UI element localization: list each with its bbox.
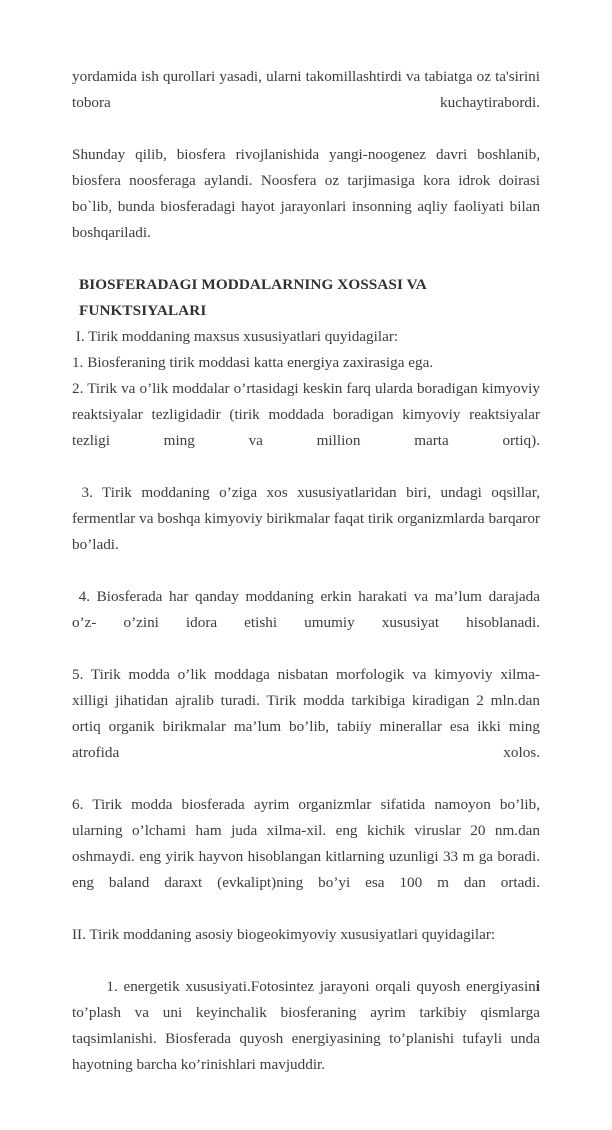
paragraph-text-before-bold: 1. energetik xususiyati.Fotosintez jarayoni orqali quyosh energiyasin	[106, 978, 536, 995]
paragraph-intro-continuation: yordamida ish qurollari yasadi, ularni takomillashtirdi va tabiatga oz ta'sirini tobora kuchaytirabordi.	[72, 68, 544, 111]
paragraph-item-5-morphological-diversity: 5. Tirik modda o’lik moddaga nisbatan morfologik va kimyoviy xilma-xilligi jihatidan ajralib turadi. Tirik modda tarkibiga kiradigan 2 mln.dan ortiq organik birikmalar ma’lum bo’lib, tabiiy minerallar esa ikki ming atrofida xolos.	[72, 666, 544, 761]
paragraph-item-3-proteins-enzymes: 3. Tirik moddaning o’ziga xos xususiyatlaridan biri, undagi oqsillar, fermentlar va boshqa kimyoviy birikmalar faqat tirik organizmlarda barqaror bo’ladi.	[72, 484, 544, 553]
paragraph-list-intro-roman-two: II. Tirik moddaning asosiy biogeokimyoviy xususiyatlari quyidagilar:	[72, 926, 496, 943]
paragraph-text-after-bold: to’plash va uni keyinchalik biosferaning ayrim tarkibiy qismlarga taqsimlanishi. Biosferada quyosh energiyasining to’planishi tufayli unda hayotning barcha ko’rinishlari mavjuddir.	[72, 978, 544, 1073]
paragraph-item-1-energy-reserve: 1. Biosferaning tirik moddasi katta energiya zaxirasiga ega.	[72, 354, 434, 371]
paragraph-noosphere: Shunday qilib, biosfera rivojlanishida yangi-noogenez davri boshlanib, biosfera noosferaga aylandi. Noosfera oz tarjimasiga kora idrok doirasi bo`lib, bunda biosferadagi hayot jarayonlari insonning aqliy faoliyati bilan boshqariladi.	[72, 146, 544, 241]
paragraph-item-6-organism-sizes: 6. Tirik modda biosferada ayrim organizmlar sifatida namoyon bo’lib, ularning o’lchami ham juda xilma-xil. eng kichik viruslar 20 nm.dan oshmaydi. eng yirik hayvon hisoblangan kitlarning uzunligi 33 m ga boradi. eng baland daraxt (evkalipt)ning bo’yi esa 100 m dan ortadi.	[72, 796, 544, 891]
section-heading-biosphere-matter-properties: BIOSFERADAGI MODDALARNING XOSSASI VA FUNKTSIYALARI	[79, 276, 426, 319]
paragraph-item-4-free-movement: 4. Biosferada har qanday moddaning erkin harakati va ma’lum darajada o’z- o’zini idora etishi umumiy xususiyat hisoblanadi.	[72, 588, 544, 631]
bold-letter-i: i	[535, 978, 540, 995]
paragraph-item-2-reaction-speed: 2. Tirik va o’lik moddalar o’rtasidagi keskin farq ularda boradigan kimyoviy reaktsiyalar tezligidadir (tirik moddada boradigan kimyoviy reaktsiyalar tezligi ming va million marta ortiq).	[72, 380, 544, 449]
paragraph-list-intro-roman-one: I. Tirik moddaning maxsus xususiyatlari quyidagilar:	[72, 328, 399, 345]
document-body	[72, 64, 544, 1130]
paragraph-item-1-energetic-property	[72, 948, 544, 1130]
